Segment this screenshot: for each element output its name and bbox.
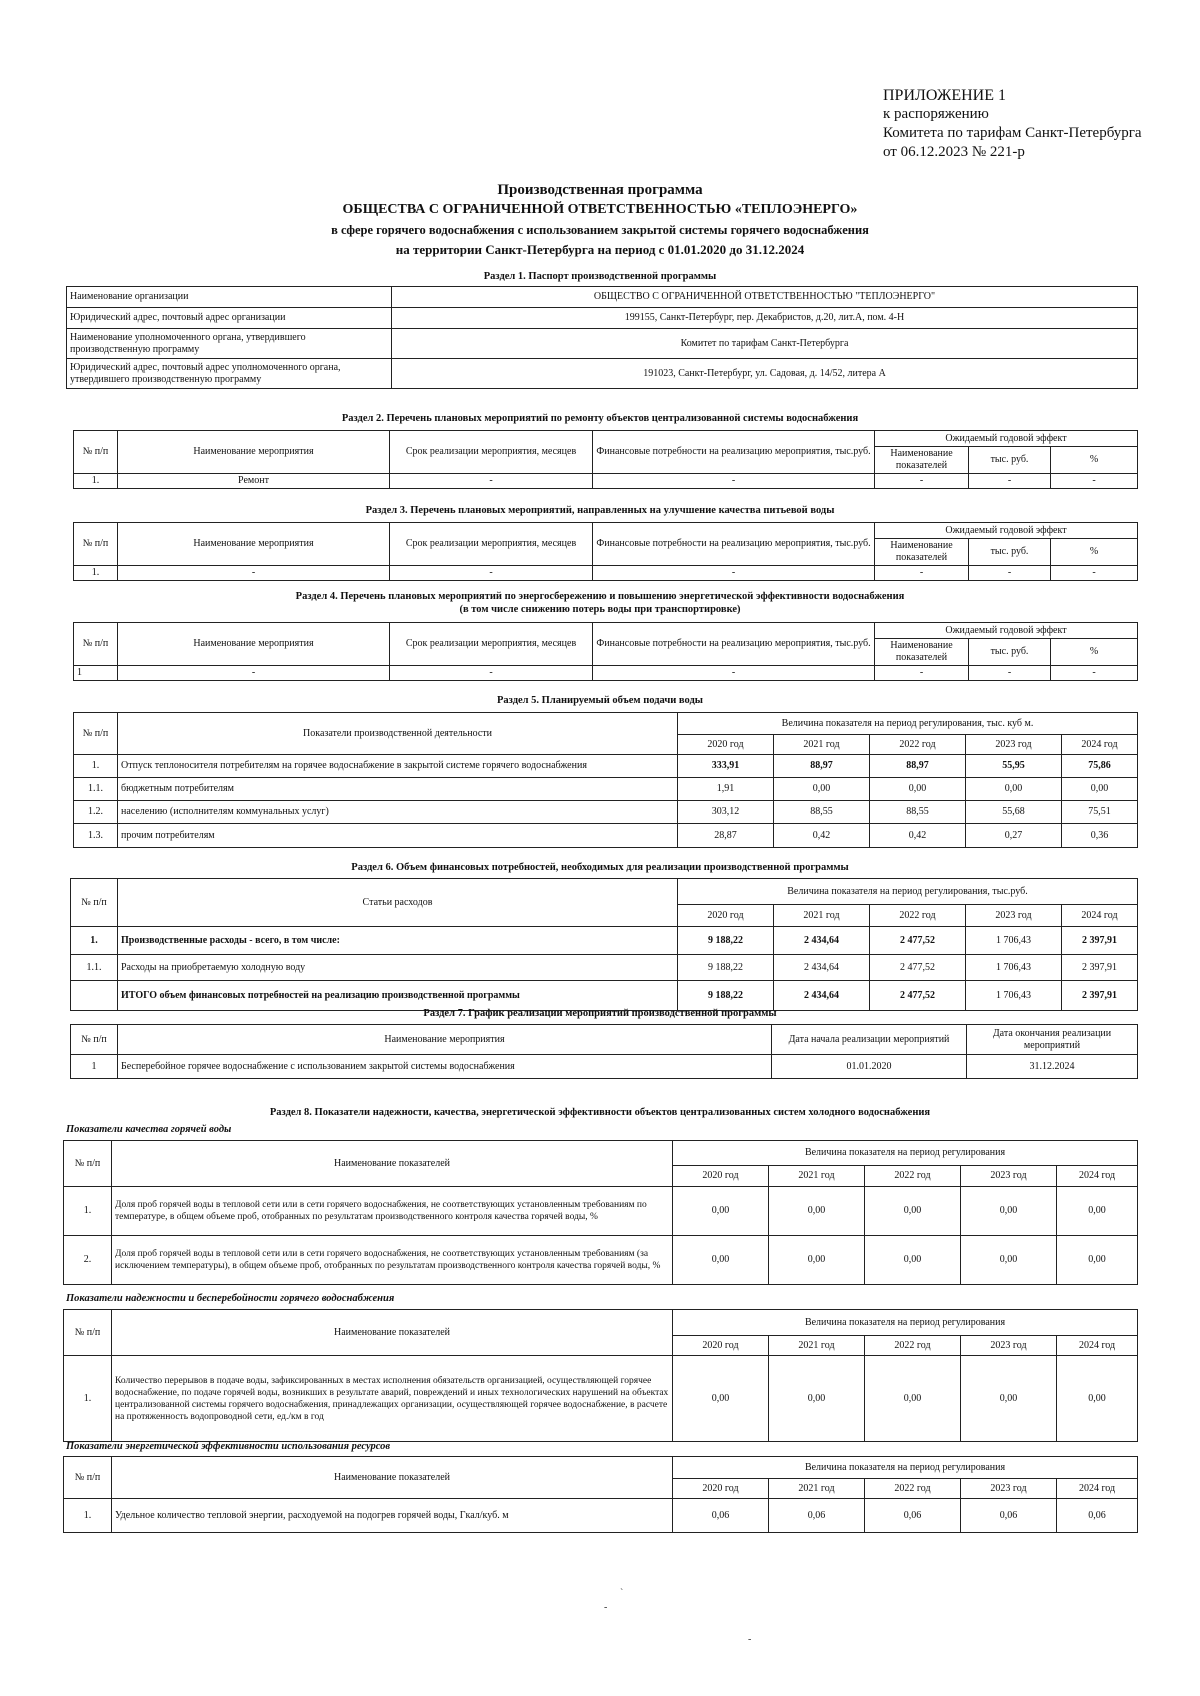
cell-name: -: [118, 666, 390, 681]
header-num: № п/п: [74, 713, 118, 755]
header-value-period: Величина показателя на период регулирования: [673, 1141, 1138, 1166]
cell-num: 1.: [74, 474, 118, 489]
section-8-title: Раздел 8. Показатели надежности, качества, энергетической эффективности объектов централизованных систем холодного водоснабжения: [269, 1107, 931, 1118]
appendix-line-3: Комитета по тарифам Санкт-Петербурга: [883, 125, 1142, 141]
cell-num: 2.: [64, 1236, 112, 1285]
cell-value: 0,00: [865, 1187, 961, 1236]
cell-num: 1.: [74, 566, 118, 581]
header-indicators: Наименование показателей: [875, 447, 969, 474]
title-line-4: на территории Санкт-Петербурга на период с 01.01.2020 до 31.12.2024: [395, 242, 805, 257]
header-year: 2024 год: [1057, 1479, 1138, 1499]
header-num: № п/п: [74, 523, 118, 566]
cell-name: Ремонт: [118, 474, 390, 489]
cell-value: 9 188,22: [678, 981, 774, 1011]
cell-name: Количество перерывов в подаче воды, зафиксированных в местах исполнения обязательств организацией, осуществляющей горячее водоснабжение, по подаче горячей воды, возникших в результате аварий, повреждений и иных технологических нарушений на объектах централизованной системы горячего водоснабжения, принадлежащих организации, осуществляющей горячее водоснабжение, в расчете на протяженность водопроводной сети, ед./км в год: [112, 1356, 673, 1442]
cell-num: 1.3.: [74, 824, 118, 848]
cell-name: ИТОГО объем финансовых потребностей на реализацию производственной программы: [118, 981, 678, 1011]
header-term: Срок реализации мероприятия, месяцев: [390, 523, 593, 566]
passport-label: Юридический адрес, почтовый адрес организации: [67, 308, 392, 329]
cell-value: 2 477,52: [870, 927, 966, 955]
passport-label: Юридический адрес, почтовый адрес уполномоченного органа, утвердившего производственную программу: [67, 359, 392, 389]
header-financing: Финансовые потребности на реализацию мероприятия, тыс.руб.: [593, 623, 875, 666]
cell-value: 0,06: [1057, 1499, 1138, 1533]
cell-value: 0,00: [865, 1236, 961, 1285]
scan-mark: -: [748, 1634, 752, 1645]
table-row: [74, 778, 1138, 801]
section-8-reliability-table: [63, 1309, 1138, 1442]
section-7-title: Раздел 7. График реализации мероприятий производственной программы: [423, 1008, 777, 1019]
appendix-line-1: ПРИЛОЖЕНИЕ 1: [883, 87, 1007, 104]
header-name: Наименование мероприятия: [118, 623, 390, 666]
section-3-title: Раздел 3. Перечень плановых мероприятий, направленных на улучшение качества питьевой воды: [365, 505, 835, 516]
header-year: 2023 год: [961, 1336, 1057, 1356]
cell-value: 0,00: [966, 778, 1062, 801]
section-4-title: Раздел 4. Перечень плановых мероприятий по энергосбережению и повышению энергетической эффективности водоснабжения: [295, 591, 905, 602]
cell-term: -: [390, 474, 593, 489]
header-name: Наименование мероприятия: [118, 431, 390, 474]
cell-value: 0,06: [961, 1499, 1057, 1533]
header-num: № п/п: [64, 1310, 112, 1356]
header-num: № п/п: [71, 879, 118, 927]
cell-value: 0,00: [673, 1187, 769, 1236]
header-num: № п/п: [71, 1025, 118, 1055]
header-year: 2020 год: [673, 1336, 769, 1356]
header-year: 2021 год: [774, 905, 870, 927]
cell-value: 2 434,64: [774, 927, 870, 955]
table-row: [74, 824, 1138, 848]
cell-value: 0,06: [865, 1499, 961, 1533]
section-6-table: [70, 878, 1138, 1011]
cell-num: 1: [74, 666, 118, 681]
cell-rub: -: [969, 474, 1051, 489]
cell-value: 2 477,52: [870, 955, 966, 981]
cell-end-date: 31.12.2024: [967, 1055, 1138, 1079]
cell-financing: -: [593, 566, 875, 581]
cell-num: [71, 981, 118, 1011]
header-effect: Ожидаемый годовой эффект: [875, 431, 1138, 447]
subsection-quality-title: Показатели качества горячей воды: [66, 1124, 232, 1135]
section-8-quality-table: [63, 1140, 1138, 1285]
cell-value: 0,00: [865, 1356, 961, 1442]
header-year: 2020 год: [673, 1479, 769, 1499]
cell-value: 0,36: [1062, 824, 1138, 848]
header-num: № п/п: [64, 1457, 112, 1499]
cell-value: 75,51: [1062, 801, 1138, 824]
header-year: 2020 год: [678, 735, 774, 755]
header-rub: тыс. руб.: [969, 639, 1051, 666]
section-2-title: Раздел 2. Перечень плановых мероприятий по ремонту объектов централизованной системы водоснабжения: [341, 413, 859, 424]
header-value-period: Величина показателя на период регулирования: [673, 1310, 1138, 1336]
header-term: Срок реализации мероприятия, месяцев: [390, 431, 593, 474]
header-indicator: Наименование показателей: [112, 1457, 673, 1499]
header-name: Наименование мероприятия: [118, 523, 390, 566]
cell-value: 55,68: [966, 801, 1062, 824]
cell-value: 0,00: [769, 1236, 865, 1285]
section-8-energy-table: [63, 1456, 1138, 1533]
cell-name: Производственные расходы - всего, в том числе:: [118, 927, 678, 955]
header-year: 2021 год: [774, 735, 870, 755]
header-num: № п/п: [64, 1141, 112, 1187]
section-5-table: [73, 712, 1138, 848]
title-line-1: Производственная программа: [497, 182, 703, 198]
cell-num: 1.: [74, 755, 118, 778]
table-row: [64, 1356, 1138, 1442]
header-term: Срок реализации мероприятия, месяцев: [390, 623, 593, 666]
cell-value: 88,55: [774, 801, 870, 824]
cell-value: 0,00: [1057, 1236, 1138, 1285]
section-2-table: [73, 430, 1138, 489]
passport-row: [67, 308, 1138, 329]
header-num: № п/п: [74, 623, 118, 666]
header-expense: Статьи расходов: [118, 879, 678, 927]
cell-value: 2 397,91: [1062, 981, 1138, 1011]
cell-num: 1.: [71, 927, 118, 955]
cell-value: 0,00: [961, 1187, 1057, 1236]
cell-value: 0,06: [769, 1499, 865, 1533]
section-1-title: Раздел 1. Паспорт производственной программы: [483, 271, 717, 282]
header-year: 2022 год: [870, 905, 966, 927]
header-year: 2024 год: [1057, 1166, 1138, 1187]
cell-value: 88,97: [870, 755, 966, 778]
header-name: Наименование мероприятия: [118, 1025, 772, 1055]
section-7-table: [70, 1024, 1138, 1079]
passport-value: 199155, Санкт-Петербург, пер. Декабристов, д.20, лит.А, пом. 4-Н: [392, 308, 1138, 329]
table-row: [74, 801, 1138, 824]
section-4-subtitle: (в том числе снижению потерь воды при транспортировке): [459, 604, 741, 615]
table-row: [64, 1499, 1138, 1533]
cell-financing: -: [593, 474, 875, 489]
cell-value: 0,00: [961, 1356, 1057, 1442]
cell-rub: -: [969, 566, 1051, 581]
cell-value: 0,00: [961, 1236, 1057, 1285]
table-row: [71, 1055, 1138, 1079]
cell-value: 0,42: [870, 824, 966, 848]
header-end-date: Дата окончания реализации мероприятий: [967, 1025, 1138, 1055]
cell-value: 303,12: [678, 801, 774, 824]
cell-value: 333,91: [678, 755, 774, 778]
cell-value: 2 434,64: [774, 955, 870, 981]
cell-value: 0,00: [870, 778, 966, 801]
header-effect: Ожидаемый годовой эффект: [875, 623, 1138, 639]
cell-financing: -: [593, 666, 875, 681]
cell-start-date: 01.01.2020: [772, 1055, 967, 1079]
title-line-2: ОБЩЕСТВА С ОГРАНИЧЕННОЙ ОТВЕТСТВЕННОСТЬЮ «ТЕПЛОЭНЕРГО»: [342, 202, 858, 217]
cell-indicators: -: [875, 666, 969, 681]
header-value-period: Величина показателя на период регулирования, тыс. куб м.: [678, 713, 1138, 735]
cell-value: 0,00: [774, 778, 870, 801]
cell-indicators: -: [875, 474, 969, 489]
header-year: 2023 год: [966, 905, 1062, 927]
header-year: 2021 год: [769, 1166, 865, 1187]
cell-value: 75,86: [1062, 755, 1138, 778]
cell-value: 1 706,43: [966, 981, 1062, 1011]
cell-name: Бесперебойное горячее водоснабжение с использованием закрытой системы водоснабжения: [118, 1055, 772, 1079]
header-rub: тыс. руб.: [969, 539, 1051, 566]
cell-value: 0,00: [673, 1236, 769, 1285]
table-row: [71, 981, 1138, 1011]
cell-value: 9 188,22: [678, 927, 774, 955]
section-5-title: Раздел 5. Планируемый объем подачи воды: [497, 695, 703, 706]
table-row: [64, 1236, 1138, 1285]
scan-mark: -: [604, 1602, 608, 1613]
cell-num: 1.: [64, 1356, 112, 1442]
passport-label: Наименование организации: [67, 287, 392, 308]
cell-value: 2 397,91: [1062, 955, 1138, 981]
cell-value: 0,27: [966, 824, 1062, 848]
header-financing: Финансовые потребности на реализацию мероприятия, тыс.руб.: [593, 523, 875, 566]
cell-term: -: [390, 566, 593, 581]
header-percent: %: [1051, 447, 1138, 474]
cell-name: бюджетным потребителям: [118, 778, 678, 801]
cell-value: 88,55: [870, 801, 966, 824]
cell-num: 1.1.: [74, 778, 118, 801]
table-row: [74, 474, 1138, 489]
header-percent: %: [1051, 639, 1138, 666]
section-1-table: [66, 286, 1138, 389]
table-row: [74, 566, 1138, 581]
section-4-table: [73, 622, 1138, 681]
cell-value: 0,06: [673, 1499, 769, 1533]
passport-value: 191023, Санкт-Петербург, ул. Садовая, д. 14/52, литера А: [392, 359, 1138, 389]
appendix-header: [883, 86, 1142, 162]
subsection-energy-title: Показатели энергетической эффективности использования ресурсов: [66, 1441, 391, 1452]
cell-num: 1.: [64, 1187, 112, 1236]
cell-term: -: [390, 666, 593, 681]
passport-value: Комитет по тарифам Санкт-Петербурга: [392, 329, 1138, 359]
header-indicator: Показатели производственной деятельности: [118, 713, 678, 755]
cell-value: 1,91: [678, 778, 774, 801]
header-year: 2024 год: [1062, 905, 1138, 927]
cell-rub: -: [969, 666, 1051, 681]
header-year: 2023 год: [961, 1479, 1057, 1499]
section-3-table: [73, 522, 1138, 581]
cell-name: Доля проб горячей воды в тепловой сети или в сети горячего водоснабжения, не соответствующих установленным требованиям по температуре, в общем объеме проб, отобранных по результатам производственного контроля качества горячей воды, %: [112, 1187, 673, 1236]
table-row: [74, 755, 1138, 778]
cell-percent: -: [1051, 566, 1138, 581]
header-percent: %: [1051, 539, 1138, 566]
header-indicators: Наименование показателей: [875, 639, 969, 666]
cell-value: 55,95: [966, 755, 1062, 778]
header-year: 2024 год: [1062, 735, 1138, 755]
cell-value: 2 397,91: [1062, 927, 1138, 955]
title-line-3: в сфере горячего водоснабжения с использованием закрытой системы горячего водоснабжения: [331, 223, 869, 237]
cell-num: 1.: [64, 1499, 112, 1533]
table-row: [71, 955, 1138, 981]
passport-row: [67, 287, 1138, 308]
cell-name: Доля проб горячей воды в тепловой сети или в сети горячего водоснабжения, не соответствующих установленным требованиям (за исключением температуры), в общем объеме проб, отобранных по результатам производственного контроля качества горячей воды, %: [112, 1236, 673, 1285]
header-effect: Ожидаемый годовой эффект: [875, 523, 1138, 539]
header-year: 2020 год: [673, 1166, 769, 1187]
header-start-date: Дата начала реализации мероприятий: [772, 1025, 967, 1055]
passport-value: ОБЩЕСТВО С ОГРАНИЧЕННОЙ ОТВЕТСТВЕННОСТЬЮ "ТЕПЛОЭНЕРГО": [392, 287, 1138, 308]
header-value-period: Величина показателя на период регулирования, тыс.руб.: [678, 879, 1138, 905]
table-row: [71, 927, 1138, 955]
cell-name: -: [118, 566, 390, 581]
header-year: 2022 год: [865, 1166, 961, 1187]
cell-percent: -: [1051, 474, 1138, 489]
header-year: 2022 год: [865, 1479, 961, 1499]
header-year: 2021 год: [769, 1479, 865, 1499]
header-indicator: Наименование показателей: [112, 1310, 673, 1356]
cell-percent: -: [1051, 666, 1138, 681]
cell-value: 1 706,43: [966, 927, 1062, 955]
header-financing: Финансовые потребности на реализацию мероприятия, тыс.руб.: [593, 431, 875, 474]
subsection-reliability-title: Показатели надежности и бесперебойности горячего водоснабжения: [66, 1293, 395, 1304]
table-row: [74, 666, 1138, 681]
header-year: 2020 год: [678, 905, 774, 927]
cell-value: 0,00: [1062, 778, 1138, 801]
header-indicator: Наименование показателей: [112, 1141, 673, 1187]
header-year: 2023 год: [966, 735, 1062, 755]
cell-value: 28,87: [678, 824, 774, 848]
cell-num: 1.2.: [74, 801, 118, 824]
cell-name: Удельное количество тепловой энергии, расходуемой на подогрев горячей воды, Гкал/куб. м: [112, 1499, 673, 1533]
header-year: 2024 год: [1057, 1336, 1138, 1356]
header-year: 2023 год: [961, 1166, 1057, 1187]
appendix-line-4: от 06.12.2023 № 221-р: [883, 144, 1025, 160]
passport-row: [67, 329, 1138, 359]
cell-name: населению (исполнителям коммунальных услуг): [118, 801, 678, 824]
cell-name: Отпуск теплоносителя потребителям на горячее водоснабжение в закрытой системе горячего водоснабжения: [118, 755, 678, 778]
appendix-line-2: к распоряжению: [883, 106, 989, 122]
document-title: [0, 180, 1200, 260]
cell-value: 0,00: [1057, 1356, 1138, 1442]
scan-mark: `: [620, 1588, 624, 1599]
cell-value: 0,00: [769, 1356, 865, 1442]
passport-label: Наименование уполномоченного органа, утвердившего производственную программу: [67, 329, 392, 359]
header-year: 2021 год: [769, 1336, 865, 1356]
cell-name: Расходы на приобретаемую холодную воду: [118, 955, 678, 981]
table-row: [64, 1187, 1138, 1236]
header-indicators: Наименование показателей: [875, 539, 969, 566]
header-num: № п/п: [74, 431, 118, 474]
cell-value: 88,97: [774, 755, 870, 778]
header-rub: тыс. руб.: [969, 447, 1051, 474]
passport-row: [67, 359, 1138, 389]
cell-value: 0,00: [1057, 1187, 1138, 1236]
cell-value: 2 434,64: [774, 981, 870, 1011]
cell-indicators: -: [875, 566, 969, 581]
header-value-period: Величина показателя на период регулирования: [673, 1457, 1138, 1479]
cell-value: 0,42: [774, 824, 870, 848]
header-year: 2022 год: [865, 1336, 961, 1356]
section-6-title: Раздел 6. Объем финансовых потребностей, необходимых для реализации производственной программы: [351, 862, 849, 873]
cell-value: 0,00: [673, 1356, 769, 1442]
cell-value: 1 706,43: [966, 955, 1062, 981]
cell-value: 2 477,52: [870, 981, 966, 1011]
header-year: 2022 год: [870, 735, 966, 755]
cell-num: 1: [71, 1055, 118, 1079]
cell-value: 0,00: [769, 1187, 865, 1236]
cell-num: 1.1.: [71, 955, 118, 981]
cell-name: прочим потребителям: [118, 824, 678, 848]
cell-value: 9 188,22: [678, 955, 774, 981]
